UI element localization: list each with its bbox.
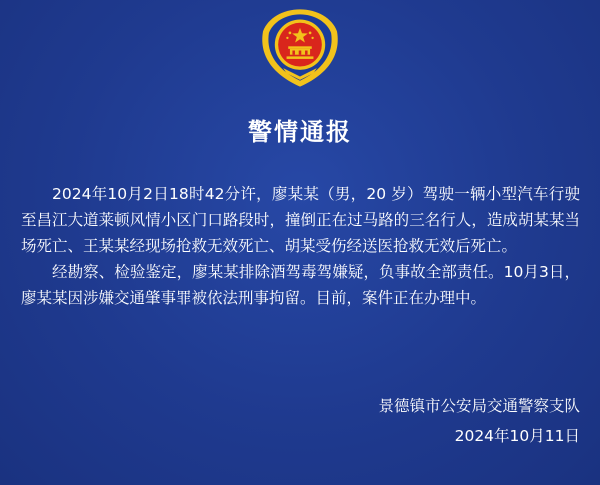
issuer-name: 景德镇市公安局交通警察支队 xyxy=(378,397,580,415)
issue-date: 2024年10月11日 xyxy=(454,427,580,445)
notice-paragraph-1: 2024年10月2日18时42分许，廖某某（男，20 岁）驾驶一辆小型汽车行驶至昌江大道莱顿风情小区门口路段时，撞倒正在过马路的三名行人，造成胡某某当场死亡、王某某经现场抢救无效死亡、胡某受伤经送医抢救无效后死亡。 xyxy=(21,185,580,255)
police-emblem-icon xyxy=(258,6,342,90)
notice-body xyxy=(21,181,580,311)
notice-paragraph-2: 经勘察、检验鉴定，廖某某排除酒驾毒驾嫌疑，负事故全部责任。10月3日，廖某某因涉嫌交通肇事罪被依法刑事拘留。目前，案件正在办理中。 xyxy=(21,263,580,307)
notice-title: 警情通报 xyxy=(248,118,352,146)
